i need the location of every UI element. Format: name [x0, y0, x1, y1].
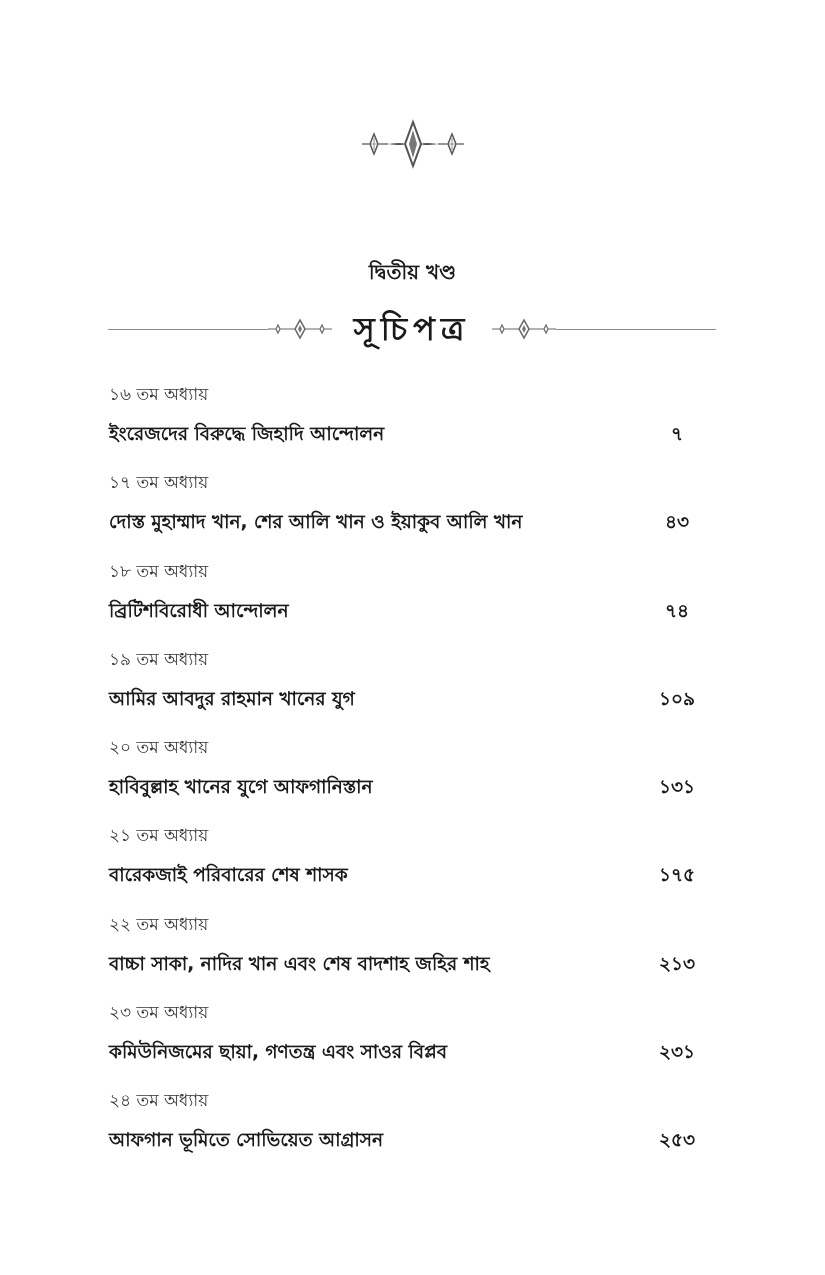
- chapter-number: ১৭ তম অধ্যায়: [109, 473, 209, 494]
- chapter-title[interactable]: হাবিবুল্লাহ খানের যুগে আফগানিস্তান: [109, 777, 373, 799]
- page-number: ১৭৫: [658, 865, 696, 887]
- toc-entry[interactable]: [109, 1088, 714, 1176]
- chapter-number: ১৬ তম অধ্যায়: [109, 385, 209, 405]
- toc-entry[interactable]: [109, 382, 714, 470]
- toc-entry[interactable]: [109, 559, 714, 647]
- toc-entry[interactable]: [109, 823, 714, 911]
- chapter-title[interactable]: ইংরেজদের বিরুদ্ধে জিহাদি আন্দোলন: [109, 424, 385, 445]
- chapter-title[interactable]: বাচ্চা সাকা, নাদির খান এবং শেষ বাদশাহ জহির শাহ: [109, 953, 490, 975]
- chapter-number: ২২ তম অধ্যায়: [109, 914, 209, 935]
- diamond-ornament-icon: [268, 317, 332, 341]
- page-number: ৭৪: [664, 600, 690, 622]
- chapter-title[interactable]: ব্রিটিশবিরোধী আন্দোলন: [109, 600, 289, 622]
- title-rule-right: [556, 329, 716, 330]
- diamond-ornament-icon: [492, 317, 556, 341]
- chapter-title[interactable]: বারেকজাই পরিবারের শেষ শাসক: [109, 865, 348, 887]
- page-number: ৪৩: [664, 512, 690, 534]
- chapter-title[interactable]: দোস্ত মুহাম্মাদ খান, শের আলি খান ও ইয়াকুব আলি খান: [109, 512, 523, 534]
- page-number: ২৩১: [658, 1042, 696, 1064]
- page-number: ২১৩: [658, 953, 696, 975]
- chapter-number: ২৪ তম অধ্যায়: [109, 1091, 209, 1112]
- toc-entry[interactable]: [109, 470, 714, 558]
- toc-entry[interactable]: [109, 647, 714, 735]
- chapter-title[interactable]: আমির আবদুর রাহমান খানের যুগ: [109, 688, 355, 710]
- table-of-contents: [109, 382, 714, 1177]
- page-title: সূচিপত্র: [353, 310, 471, 348]
- chapter-number: ২০ তম অধ্যায়: [109, 738, 209, 759]
- title-row: [108, 306, 716, 352]
- chapter-number: ২১ তম অধ্যায়: [109, 826, 209, 847]
- diamond-ornament-icon: [358, 118, 468, 170]
- chapter-title[interactable]: আফগান ভূমিতে সোভিয়েত আগ্রাসন: [109, 1130, 384, 1152]
- title-rule-left: [108, 329, 268, 330]
- toc-entry[interactable]: [109, 735, 714, 823]
- chapter-title[interactable]: কমিউনিজমের ছায়া, গণতন্ত্র এবং সাওর বিপ্লব: [109, 1042, 448, 1064]
- page-number: ২৫৩: [658, 1130, 696, 1152]
- toc-entry[interactable]: [109, 1000, 714, 1088]
- chapter-number: ২৩ তম অধ্যায়: [109, 1003, 209, 1024]
- toc-entry[interactable]: [109, 912, 714, 1000]
- page-number: ১৩১: [658, 777, 696, 799]
- chapter-number: ১৮ তম অধ্যায়: [109, 561, 209, 582]
- volume-label: দ্বিতীয় খণ্ড: [368, 260, 457, 284]
- page-number: ৭: [670, 424, 684, 445]
- page-number: ১০৯: [658, 688, 696, 710]
- chapter-number: ১৯ তম অধ্যায়: [109, 649, 209, 670]
